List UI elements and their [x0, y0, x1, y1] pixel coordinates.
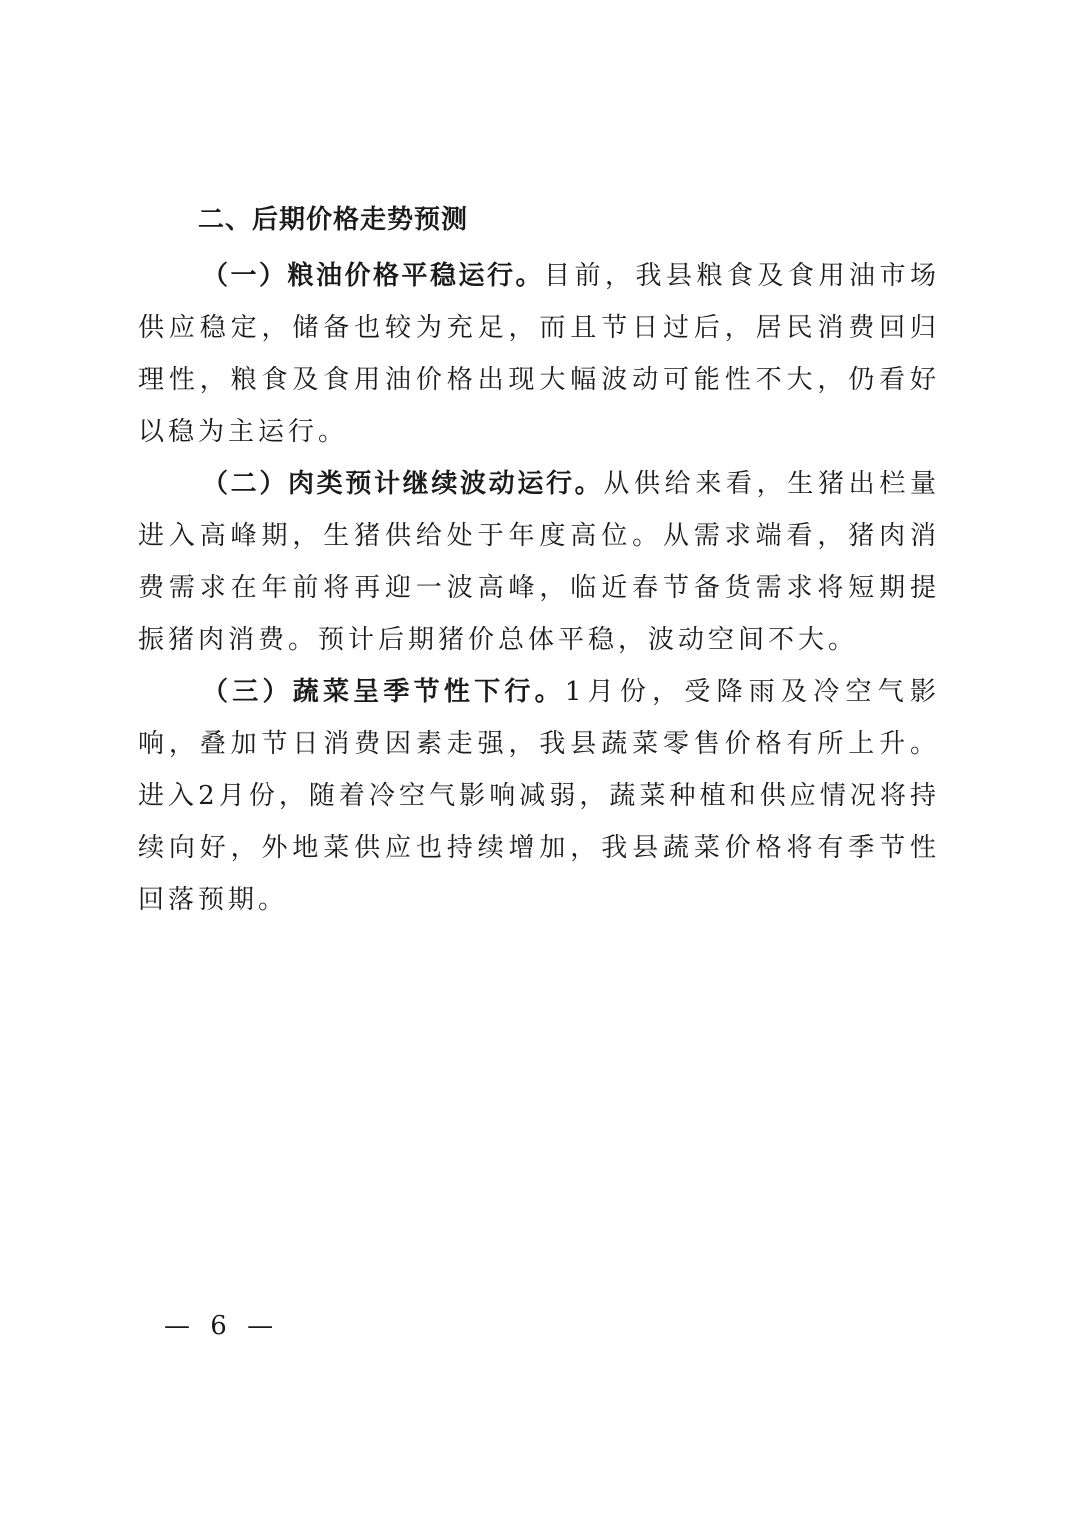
- paragraph-body: 1月份，受降雨及冷空气影响，叠加节日消费因素走强，我县蔬菜零售价格有所上升。进入2月份，随着冷空气影响减弱，蔬菜种植和供应情况将持续向好，外地菜供应也持续增加，我县蔬菜价格将有季节性回落预期。: [138, 677, 940, 915]
- paragraph-meat: [138, 458, 940, 666]
- document-body: [138, 198, 940, 926]
- paragraph-grain-oil: [138, 250, 940, 458]
- section-heading: 二、后期价格走势预测: [198, 205, 469, 235]
- paragraph-lead: （三）蔬菜呈季节性下行。: [202, 677, 565, 707]
- paragraph-lead: （二）肉类预计继续波动运行。: [202, 469, 604, 499]
- paragraph-body: 从供给来看，生猪出栏量进入高峰期，生猪供给处于年度高位。从需求端看，猪肉消费需求在年前将再迎一波高峰，临近春节备货需求将短期提振猪肉消费。预计后期猪价总体平稳，波动空间不大。: [138, 469, 940, 655]
- paragraph-vegetables: [138, 666, 940, 926]
- paragraph-lead: （一）粮油价格平稳运行。: [202, 261, 544, 291]
- page-number: — 6 —: [164, 1311, 280, 1341]
- paragraph-body: 目前，我县粮食及食用油市场供应稳定，储备也较为充足，而且节日过后，居民消费回归理性，粮食及食用油价格出现大幅波动可能性不大，仍看好以稳为主运行。: [138, 261, 940, 447]
